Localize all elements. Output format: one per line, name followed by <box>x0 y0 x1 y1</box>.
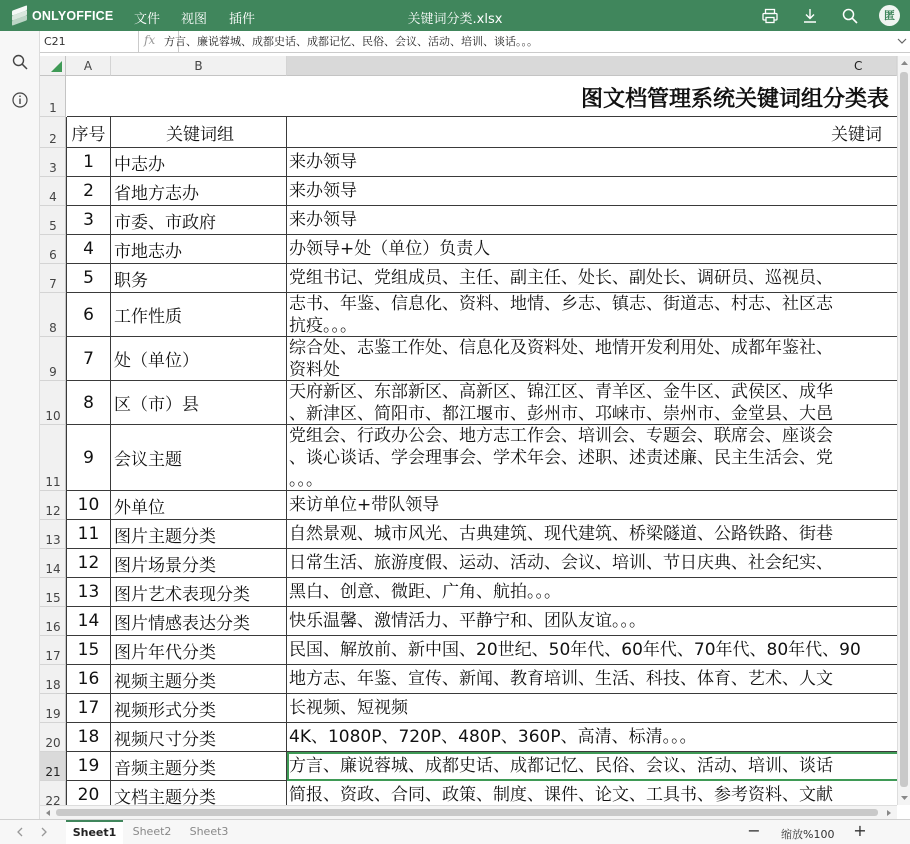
zoom-level[interactable]: 缩放%100 <box>781 828 835 841</box>
cell-keyword-group[interactable]: 图片场景分类 <box>111 549 287 578</box>
scroll-down-icon[interactable] <box>900 794 909 802</box>
cell-seq[interactable]: 15 <box>66 636 111 665</box>
cell-keywords[interactable] <box>287 293 897 337</box>
keyword-line: 资料处 <box>289 359 340 380</box>
column-header-a[interactable]: A <box>66 56 111 76</box>
cell-keyword-group[interactable]: 区（市）县 <box>111 381 287 425</box>
zoom-out-button[interactable]: − <box>747 821 761 840</box>
cell-seq[interactable]: 3 <box>66 206 111 235</box>
cell-keyword-group[interactable]: 职务 <box>111 264 287 293</box>
cell-keyword-group[interactable]: 文档主题分类 <box>111 781 287 805</box>
row-header[interactable]: 16 <box>40 607 66 636</box>
cell-seq[interactable]: 5 <box>66 264 111 293</box>
keyword-line: 来访单位+带队领导 <box>289 495 440 515</box>
function-icon[interactable]: fx <box>144 33 156 47</box>
cell-keyword-group[interactable]: 市委、市政府 <box>111 206 287 235</box>
cell-seq[interactable]: 6 <box>66 293 111 337</box>
row-header[interactable]: 17 <box>40 636 66 665</box>
cell-seq[interactable]: 7 <box>66 337 111 381</box>
keyword-line: 方言、廉说蓉城、成都史话、成都记忆、民俗、会议、活动、培训、谈话 <box>289 756 833 776</box>
cell-keyword-group[interactable]: 会议主题 <box>111 425 287 491</box>
cell-seq[interactable]: 1 <box>66 148 111 177</box>
keyword-line: 办领导+处（单位）负责人 <box>289 239 491 259</box>
info-icon[interactable] <box>11 91 29 109</box>
header-keywords-label: 关键词 <box>831 124 882 145</box>
keyword-line: 地方志、年鉴、宣传、新闻、教育培训、生活、科技、体育、艺术、人文 <box>289 669 833 689</box>
row-header[interactable]: 3 <box>40 148 66 177</box>
keyword-line: 、谈心谈话、学会理事会、学术年会、述职、述责述廉、民主生活会、党 <box>289 447 833 468</box>
keyword-line: 日常生活、旅游度假、运动、活动、会议、培训、节日庆典、社会纪实、 <box>289 553 833 573</box>
cell-seq[interactable]: 10 <box>66 491 111 520</box>
cell-keywords[interactable] <box>287 752 897 781</box>
cell-keyword-group[interactable]: 视频尺寸分类 <box>111 723 287 752</box>
keyword-line: 来办领导 <box>289 152 357 172</box>
cell-keywords[interactable] <box>287 381 897 425</box>
user-avatar[interactable]: 匿 <box>879 5 900 26</box>
column-header-b[interactable]: B <box>111 56 287 76</box>
cell-keyword-group[interactable]: 中志办 <box>111 148 287 177</box>
row-header[interactable]: 2 <box>40 117 66 148</box>
row-header[interactable]: 20 <box>40 723 66 752</box>
keyword-line: 抗疫。。。 <box>289 315 357 336</box>
keyword-line: 简报、资政、合同、政策、制度、课件、论文、工具书、参考资料、文献 <box>289 785 833 805</box>
header-cell-seq[interactable]: 序号 <box>66 117 111 148</box>
cell-seq[interactable]: 14 <box>66 607 111 636</box>
column-header-c-label: C <box>854 59 863 73</box>
cell-keywords[interactable] <box>287 694 897 723</box>
tab-sheet3[interactable]: Sheet3 <box>189 825 229 838</box>
select-all-corner[interactable] <box>40 56 66 76</box>
formula-bar <box>40 31 910 53</box>
cell-keyword-group[interactable]: 处（单位） <box>111 337 287 381</box>
search-icon[interactable] <box>841 7 859 25</box>
cell-seq[interactable]: 19 <box>66 752 111 781</box>
row-header[interactable]: 19 <box>40 694 66 723</box>
cell-seq[interactable]: 8 <box>66 381 111 425</box>
cell-keywords[interactable] <box>287 549 897 578</box>
cell-seq[interactable]: 12 <box>66 549 111 578</box>
cell-keywords[interactable] <box>287 177 897 206</box>
brand-name: ONLYOFFICE <box>32 8 114 23</box>
cell-keyword-group[interactable]: 视频形式分类 <box>111 694 287 723</box>
cell-keyword-group[interactable]: 省地方志办 <box>111 177 287 206</box>
header-cell-keywords[interactable] <box>287 117 897 148</box>
row-header[interactable]: 8 <box>40 293 66 337</box>
print-icon[interactable] <box>761 7 779 25</box>
cell-keywords[interactable] <box>287 781 897 805</box>
keyword-line: 民国、解放前、新中国、20世纪、50年代、60年代、70年代、80年代、90 <box>289 640 861 660</box>
next-sheet-icon[interactable] <box>38 826 50 838</box>
cell-seq[interactable]: 2 <box>66 177 111 206</box>
keyword-line: 党组会、行政办公会、地方志工作会、培训会、专题会、联席会、座谈会 <box>289 425 833 446</box>
cell-keywords[interactable] <box>287 491 897 520</box>
cell-keyword-group[interactable]: 市地志办 <box>111 235 287 264</box>
cell-seq[interactable]: 9 <box>66 425 111 491</box>
column-header-c[interactable] <box>287 56 897 76</box>
menu-file[interactable]: 文件 <box>134 12 161 27</box>
keyword-line: 4K、1080P、720P、480P、360P、高清、标清。。。 <box>289 727 697 747</box>
search-icon[interactable] <box>11 53 29 71</box>
cell-keyword-group[interactable]: 音频主题分类 <box>111 752 287 781</box>
keyword-line: 黑白、创意、微距、广角、航拍。。。 <box>289 582 561 602</box>
cell-keywords[interactable] <box>287 425 897 491</box>
tab-sheet1[interactable]: Sheet1 <box>66 820 123 844</box>
scroll-right-icon[interactable] <box>885 809 893 817</box>
keyword-line: 来办领导 <box>289 181 357 201</box>
keyword-line: 综合处、志鉴工作处、信息化及资料处、地情开发利用处、成都年鉴社、 <box>289 337 833 358</box>
prev-sheet-icon[interactable] <box>14 826 26 838</box>
keyword-line: 自然景观、城市风光、古典建筑、现代建筑、桥梁隧道、公路铁路、街巷 <box>289 524 833 544</box>
row-header[interactable]: 10 <box>40 381 66 425</box>
horizontal-scroll-thumb[interactable] <box>56 809 878 816</box>
row-header[interactable]: 9 <box>40 337 66 381</box>
cell-keyword-group[interactable]: 外单位 <box>111 491 287 520</box>
cell-seq[interactable]: 20 <box>66 781 111 805</box>
cell-keyword-group[interactable]: 图片年代分类 <box>111 636 287 665</box>
cell-seq[interactable]: 4 <box>66 235 111 264</box>
header-cell-group[interactable]: 关键词组 <box>111 117 287 148</box>
cell-keywords[interactable] <box>287 520 897 549</box>
cell-keywords[interactable] <box>287 337 897 381</box>
row-header[interactable]: 4 <box>40 177 66 206</box>
keyword-line: 长视频、短视频 <box>289 698 408 718</box>
sheet-title-cell[interactable] <box>67 76 897 117</box>
row-header[interactable]: 6 <box>40 235 66 264</box>
horizontal-scrollbar[interactable] <box>40 805 897 819</box>
cell-keywords[interactable] <box>287 636 897 665</box>
title-bar <box>0 0 910 31</box>
cell-seq[interactable]: 13 <box>66 578 111 607</box>
scroll-left-icon[interactable] <box>44 809 52 817</box>
cell-keywords[interactable] <box>287 264 897 293</box>
cell-keyword-group[interactable]: 图片情感表达分类 <box>111 607 287 636</box>
zoom-in-button[interactable]: + <box>853 821 867 840</box>
keyword-line: 。。。 <box>289 469 323 490</box>
row-header[interactable]: 22 <box>40 781 66 805</box>
cell-keywords[interactable] <box>287 148 897 177</box>
cell-seq[interactable]: 17 <box>66 694 111 723</box>
keyword-line: 来办领导 <box>289 210 357 230</box>
keyword-line: 、新津区、简阳市、都江堰市、彭州市、邛崃市、崇州市、金堂县、大邑 <box>289 403 833 424</box>
row-header[interactable]: 12 <box>40 491 66 520</box>
sheet-tab-bar <box>0 819 910 844</box>
vertical-scroll-thumb[interactable] <box>900 72 908 787</box>
tab-sheet2[interactable]: Sheet2 <box>132 825 172 838</box>
formula-input[interactable]: 方言、廉说蓉城、成都史话、成都记忆、民俗、会议、活动、培训、谈话。。。 <box>164 35 538 48</box>
sheet-title: 图文档管理系统关键词组分类表 <box>581 87 890 112</box>
keyword-line: 快乐温馨、激情活力、平静宁和、团队友谊。。。 <box>289 611 646 631</box>
chevron-down-icon[interactable] <box>897 36 907 46</box>
cell-keywords[interactable] <box>287 723 897 752</box>
row-header[interactable]: 7 <box>40 264 66 293</box>
cell-keyword-group[interactable]: 视频主题分类 <box>111 665 287 694</box>
name-box[interactable]: C21 <box>40 31 139 52</box>
cell-keyword-group[interactable]: 工作性质 <box>111 293 287 337</box>
scroll-up-icon[interactable] <box>900 59 909 67</box>
document-title: 关键词分类.xlsx <box>407 12 503 27</box>
row-header[interactable]: 1 <box>40 76 66 117</box>
row-header[interactable]: 14 <box>40 549 66 578</box>
download-icon[interactable] <box>801 7 819 25</box>
keyword-line: 党组书记、党组成员、主任、副主任、处长、副处长、调研员、巡视员、 <box>289 268 833 288</box>
cell-seq[interactable]: 11 <box>66 520 111 549</box>
cell-seq[interactable]: 16 <box>66 665 111 694</box>
row-header[interactable]: 18 <box>40 665 66 694</box>
row-header[interactable]: 21 <box>40 752 66 781</box>
cell-keywords[interactable] <box>287 607 897 636</box>
cell-seq[interactable]: 18 <box>66 723 111 752</box>
cell-keyword-group[interactable]: 图片艺术表现分类 <box>111 578 287 607</box>
spreadsheet-grid[interactable] <box>40 56 897 805</box>
row-header[interactable]: 13 <box>40 520 66 549</box>
keyword-line: 天府新区、东部新区、高新区、锦江区、青羊区、金牛区、武侯区、成华 <box>289 381 833 402</box>
row-header[interactable]: 15 <box>40 578 66 607</box>
cell-keyword-group[interactable]: 图片主题分类 <box>111 520 287 549</box>
cell-keywords[interactable] <box>287 206 897 235</box>
menu-view[interactable]: 视图 <box>181 12 208 27</box>
vertical-scrollbar[interactable] <box>897 56 910 805</box>
left-sidebar <box>0 31 40 819</box>
cell-keywords[interactable] <box>287 235 897 264</box>
row-header[interactable]: 5 <box>40 206 66 235</box>
cell-keywords[interactable] <box>287 665 897 694</box>
cell-keywords[interactable] <box>287 578 897 607</box>
row-header[interactable]: 11 <box>40 425 66 491</box>
menu-plugins[interactable]: 插件 <box>229 12 256 27</box>
keyword-line: 志书、年鉴、信息化、资料、地情、乡志、镇志、街道志、村志、社区志 <box>289 293 833 314</box>
